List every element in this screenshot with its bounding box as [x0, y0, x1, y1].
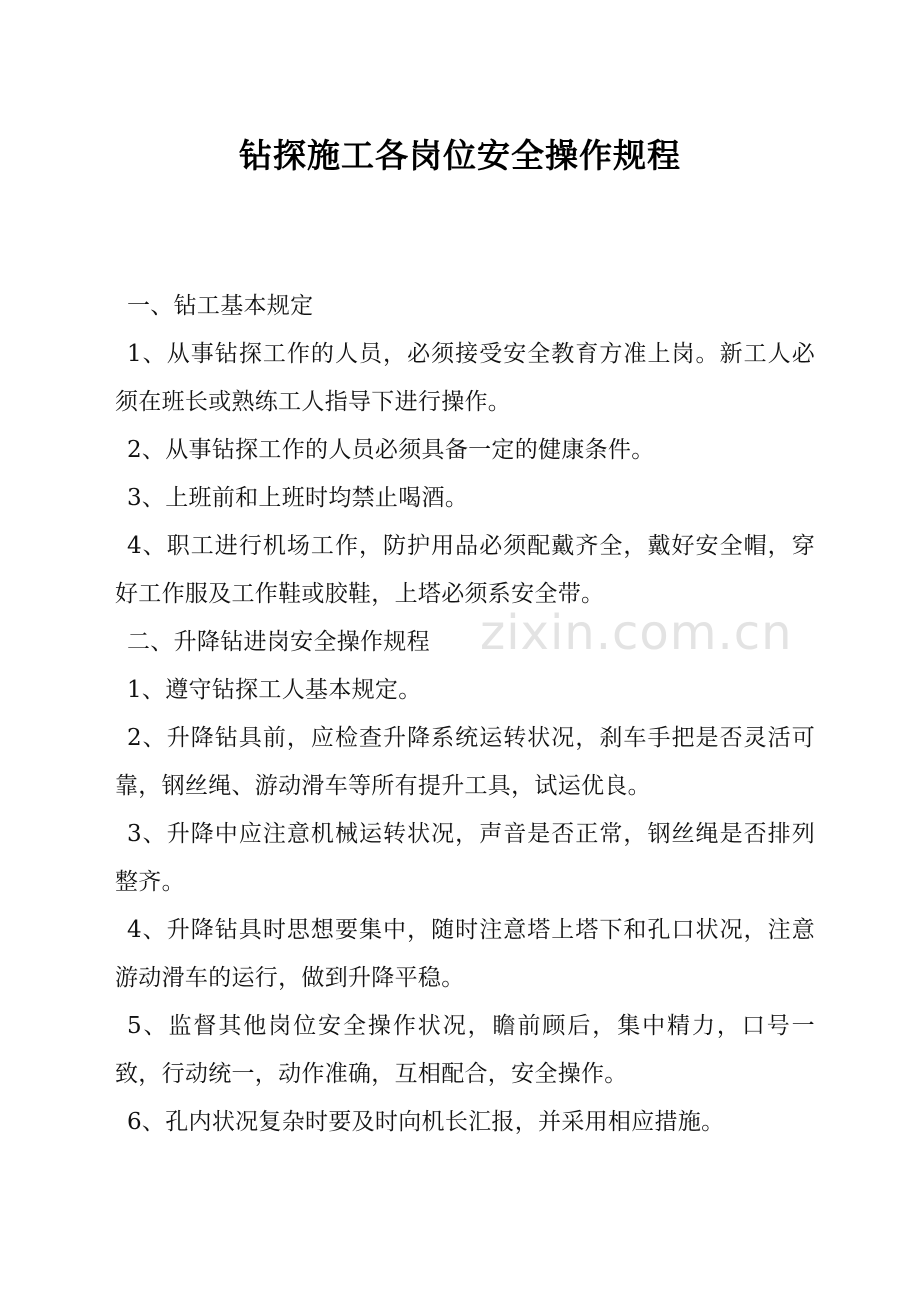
watermark-text: zixin.com.cn: [480, 605, 793, 661]
document-body: [115, 282, 815, 1146]
paragraph-1-4: 4、职工进行机场工作，防护用品必须配戴齐全，戴好安全帽，穿好工作服及工作鞋或胶鞋，上塔必须系安全带。: [115, 533, 815, 607]
paragraph-1-2: 2、从事钻探工作的人员必须具备一定的健康条件。: [127, 437, 655, 463]
paragraph-2-4: 4、升降钻具时思想要集中，随时注意塔上塔下和孔口状况，注意游动滑车的运行，做到升降平稳。: [115, 917, 815, 991]
paragraph-1-1: 1、从事钻探工作的人员，必须接受安全教育方准上岗。新工人必须在班长或熟练工人指导下进行操作。: [115, 341, 815, 415]
paragraph-2-3: 3、升降中应注意机械运转状况，声音是否正常，钢丝绳是否排列整齐。: [115, 821, 815, 895]
section-heading-1: 一、钻工基本规定: [127, 293, 314, 319]
paragraph-2-6: 6、孔内状况复杂时要及时向机长汇报，并采用相应措施。: [127, 1109, 725, 1135]
section-heading-2: 二、升降钻进岗安全操作规程: [127, 629, 430, 655]
document-title: 钻探施工各岗位安全操作规程: [239, 136, 681, 175]
paragraph-2-5: 5、监督其他岗位安全操作状况，瞻前顾后，集中精力，口号一致，行动统一，动作准确，互相配合，安全操作。: [115, 1013, 815, 1087]
paragraph-1-3: 3、上班前和上班时均禁止喝酒。: [127, 485, 469, 511]
paragraph-2-2: 2、升降钻具前，应检查升降系统运转状况，刹车手把是否灵活可靠，钢丝绳、游动滑车等所有提升工具，试运优良。: [115, 725, 815, 799]
paragraph-2-1: 1、遵守钻探工人基本规定。: [127, 677, 422, 703]
